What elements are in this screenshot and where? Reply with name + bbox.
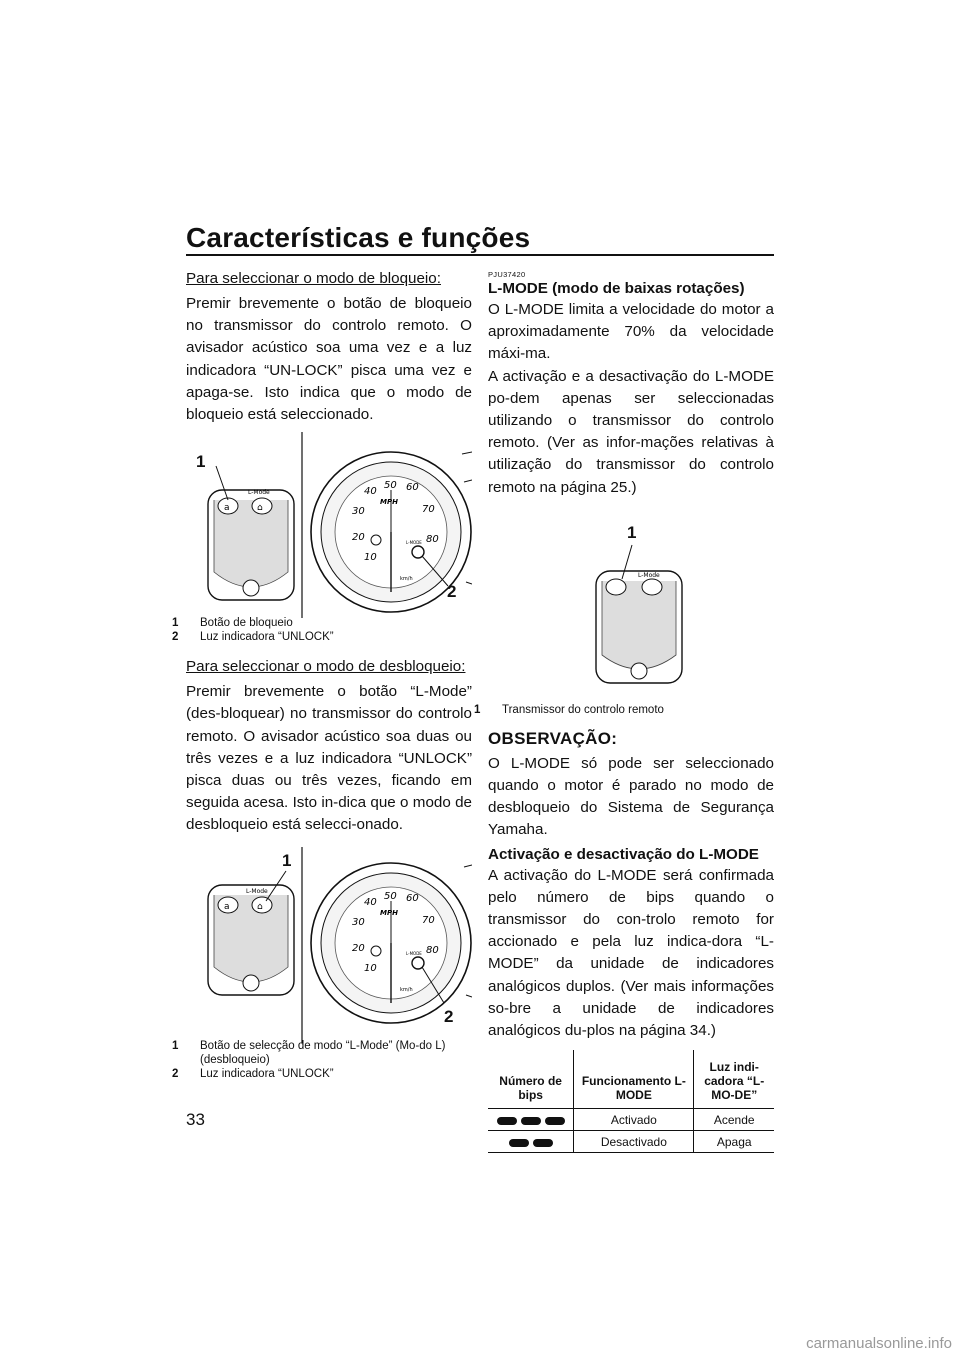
function-cell: Desactivado — [574, 1131, 694, 1153]
table-header: Número de bips — [488, 1050, 574, 1109]
svg-text:60: 60 — [406, 892, 419, 904]
figure3-callout-1: 1 — [627, 522, 637, 542]
beep-icon — [521, 1117, 541, 1125]
caption-item: 2 Luz indicadora “UNLOCK” — [172, 631, 334, 644]
remote-caption — [474, 703, 774, 717]
svg-text:20: 20 — [352, 532, 365, 544]
table-row — [488, 1131, 774, 1153]
bips-table — [488, 1050, 774, 1153]
remote-figure — [488, 507, 774, 697]
unlock-mode-illustration — [186, 847, 472, 1057]
remote-transmitter-icon — [208, 885, 294, 995]
note-heading: OBSERVAÇÃO: — [488, 728, 618, 748]
svg-text:40: 40 — [364, 486, 377, 498]
svg-text:40: 40 — [364, 896, 377, 908]
svg-text:L-Mode: L-Mode — [246, 887, 268, 895]
svg-text:km/h: km/h — [400, 576, 413, 583]
page-title: Características e funções — [186, 222, 531, 253]
svg-text:60: 60 — [406, 482, 419, 494]
lock-mode-illustration — [172, 432, 472, 646]
svg-text:20: 20 — [352, 942, 365, 954]
beep-icon — [509, 1139, 529, 1147]
beep-icon — [533, 1139, 553, 1147]
figure2-callout-2: 2 — [444, 1006, 454, 1026]
svg-text:80: 80 — [426, 534, 439, 546]
figure1-callout-1: 1 — [196, 452, 206, 472]
caption-item: 1 Botão de selecção de modo “L-Mode” (Mo-do L) (desbloqueio) — [172, 1039, 446, 1066]
title-rule — [186, 254, 774, 256]
left-column — [172, 268, 472, 1081]
light-cell: Acende — [694, 1109, 774, 1131]
activation-heading: Activação e desactivação do L-MODE — [488, 845, 759, 863]
svg-text:L-Mode: L-Mode — [248, 489, 270, 497]
svg-text:50: 50 — [384, 890, 397, 902]
table-header: Luz indi-cadora “L-MO-DE” — [694, 1050, 774, 1109]
light-cell: Apaga — [694, 1131, 774, 1153]
lock-mode-body: Premir brevemente o botão de bloqueio no transmissor do controlo remoto. O avisador acústico soa uma vez e a luz indicadora “UN-LOCK” pisca uma vez e apaga-se. Isto indica que o modo de bloqueio está seleccionado. — [186, 295, 472, 424]
figure2-callout-1: 1 — [282, 850, 292, 870]
remote-transmitter-icon — [208, 490, 294, 600]
lock-mode-caption — [172, 616, 472, 644]
speedometer-gauge-icon — [311, 863, 471, 1023]
figure1-callout-2: 2 — [447, 582, 457, 602]
svg-text:50: 50 — [384, 480, 397, 492]
svg-text:⌂: ⌂ — [257, 503, 263, 514]
unlock-mode-heading: Para seleccionar o modo de desbloqueio: — [186, 658, 466, 676]
svg-text:L-Mode: L-Mode — [638, 571, 660, 579]
svg-text:80: 80 — [426, 944, 439, 956]
right-column — [474, 268, 774, 1153]
activation-body: A activação do L-MODE será confirmada pelo número de bips quando o transmissor do con-trolo remoto for accionado e pela luz indica-dora “L-MODE” da unidade de indicadores analógicos duplos. (Ver mais informações so-bre a unidade de indicadores analógicos du-plos na página 34.) — [488, 866, 774, 1040]
bip-count-cell — [488, 1109, 574, 1131]
unlock-mode-caption — [172, 1039, 472, 1081]
remote-transmitter-icon — [596, 571, 682, 683]
page-number: 33 — [186, 1110, 205, 1129]
note-body: O L-MODE só pode ser seleccionado quando o motor é parado no modo de desbloqueio do Sistema de Segurança Yamaha. — [488, 754, 774, 839]
svg-text:MPH: MPH — [380, 908, 398, 917]
lock-mode-figure — [172, 432, 472, 646]
caption-item: 2 Luz indicadora “UNLOCK” — [172, 1067, 334, 1080]
svg-text:a: a — [224, 503, 230, 514]
unlock-mode-figure — [186, 847, 472, 1057]
watermark: carmanualsonline.info — [806, 1335, 952, 1352]
svg-text:30: 30 — [352, 506, 365, 518]
l-mode-body-1: O L-MODE limita a velocidade do motor a aproximadamente 70% da velocidade máxi-ma. — [488, 301, 774, 363]
caption-item: 1 Botão de bloqueio — [172, 617, 293, 630]
lock-mode-heading: Para seleccionar o modo de bloqueio: — [186, 270, 441, 287]
bip-count-cell — [488, 1131, 574, 1153]
svg-text:30: 30 — [352, 916, 365, 928]
unlock-mode-body: Premir brevemente o botão “L-Mode” (des-bloquear) no transmissor do controlo remoto. O avisador acústico soa duas ou três vezes e a luz indicadora “UNLOCK” pisca duas ou três vezes, ficando em seguida acesa. Isto in-dica que o modo de desbloqueio está selecci-onado. — [186, 683, 472, 834]
svg-text:10: 10 — [364, 552, 377, 564]
svg-text:km/h: km/h — [400, 986, 413, 993]
section-code: PJU37420 — [488, 270, 526, 279]
svg-text:MPH: MPH — [380, 498, 398, 507]
svg-text:L-MODE: L-MODE — [406, 950, 422, 956]
svg-text:10: 10 — [364, 962, 377, 974]
l-mode-body-2: A activação e a desactivação do L-MODE po-dem apenas ser seleccionadas utilizando o transmissor do controlo remoto. (Ver as infor-mações relativas à utilização do transmissor do controlo remoto na página 25.) — [488, 367, 774, 496]
function-cell: Activado — [574, 1109, 694, 1131]
caption-item: 1 Transmissor do controlo remoto — [474, 703, 664, 716]
beep-icon — [497, 1117, 517, 1125]
table-header: Funcionamento L-MODE — [574, 1050, 694, 1109]
svg-text:70: 70 — [422, 504, 435, 516]
svg-text:⌂: ⌂ — [257, 901, 263, 912]
table-row — [488, 1109, 774, 1131]
svg-text:L-MODE: L-MODE — [406, 540, 422, 546]
l-mode-heading: L-MODE (modo de baixas rotações) — [488, 280, 745, 297]
beep-icon — [545, 1117, 565, 1125]
svg-text:70: 70 — [422, 914, 435, 926]
svg-text:a: a — [224, 901, 230, 912]
